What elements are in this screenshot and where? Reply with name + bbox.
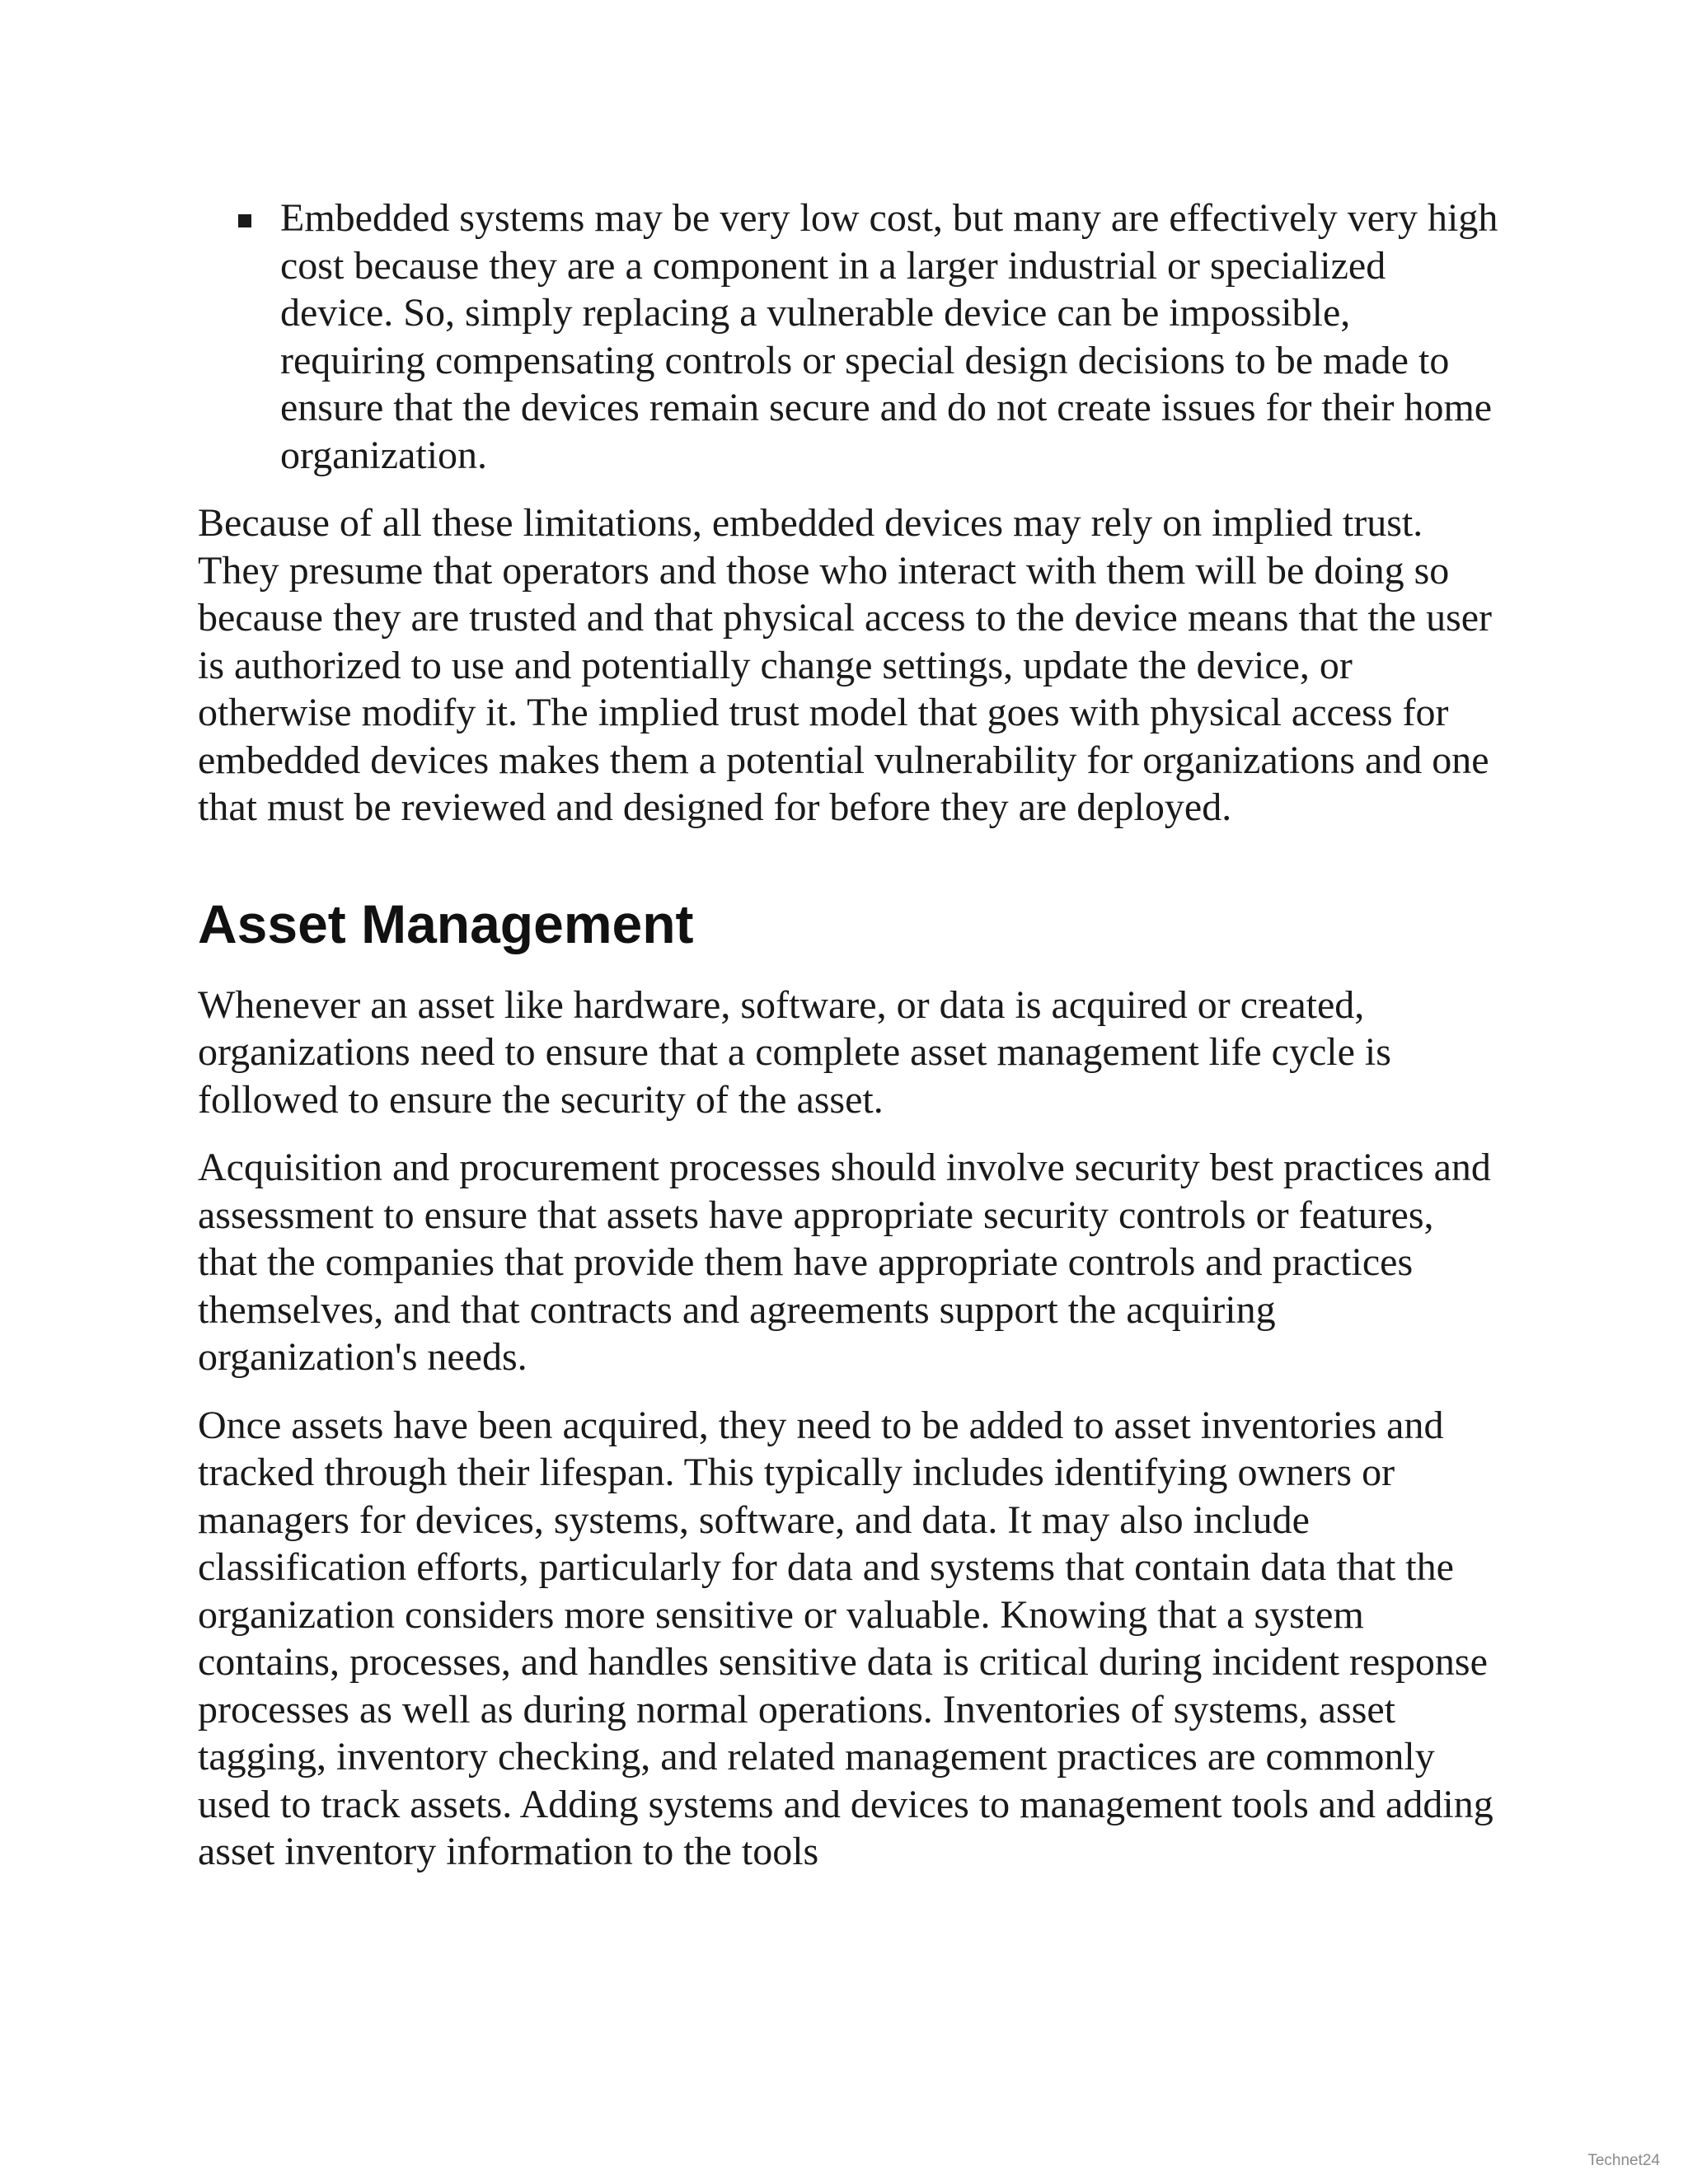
section-paragraph-2: Acquisition and procurement processes should involve security best practices and assessment to ensure that assets have appropriate security controls or features, that the companies that provide them have appropriate controls and practices themselves, and that contracts and agreements support the acquiring organization's needs. (198, 1146, 1491, 1379)
bullet-item (198, 194, 1500, 479)
section-paragraph-1: Whenever an asset like hardware, software, or data is acquired or created, organizations need to ensure that a complete asset management life cycle is followed to ensure the security of the asset. (198, 982, 1391, 1122)
section-heading: Asset Management (198, 893, 694, 954)
document-page (198, 194, 1500, 1896)
watermark: Technet24 (1587, 2152, 1660, 2169)
bullet-text: Embedded systems may be very low cost, but many are effectively very high cost because they are a component in a larger industrial or specialized device. So, simply replacing a vulnerable device can be impossible, requiring compensating controls or special design decisions to be made to ensure that the devices remain secure and do not create issues for their home organization. (280, 196, 1498, 477)
square-bullet-icon (238, 214, 251, 227)
intro-paragraph: Because of all these limitations, embedded devices may rely on implied trust. They presume that operators and those who interact with them will be doing so because they are trusted and that physical access to the device means that the user is authorized to use and potentially change settings, update the device, or otherwise modify it. The implied trust model that goes with physical access for embedded devices makes them a potential vulnerability for organizations and one that must be reviewed and designed for before they are deployed. (198, 501, 1493, 829)
section-paragraph-3: Once assets have been acquired, they need to be added to asset inventories and tracked through their lifespan. This typically includes identifying owners or managers for devices, systems, software, and data. It may also include classification efforts, particularly for data and systems that contain data that the organization considers more sensitive or valuable. Knowing that a system contains, processes, and handles sensitive data is critical during incident response processes as well as during normal operations. Inventories of systems, asset tagging, inventory checking, and related management practices are commonly used to track assets. Adding systems and devices to management tools and adding asset inventory information to the tools (198, 1403, 1493, 1873)
bullet-list (198, 194, 1500, 479)
